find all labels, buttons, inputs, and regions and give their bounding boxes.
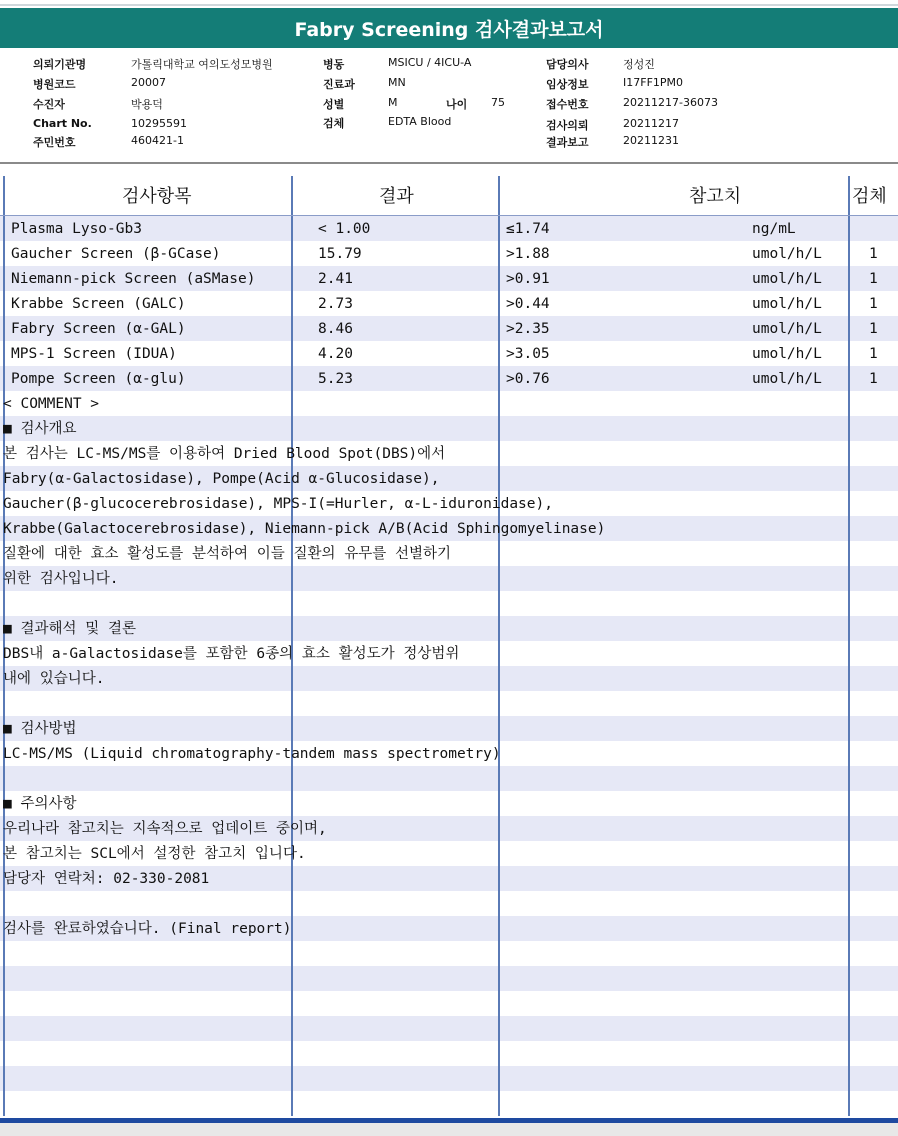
cell-result: 15.79 xyxy=(318,246,362,262)
comment-line: 본 검사는 LC-MS/MS를 이용하여 Dried Blood Spot(DBS)에서 xyxy=(3,446,446,462)
cell-item: Plasma Lyso-Gb3 xyxy=(11,221,142,237)
cell-reference: ≤1.74 xyxy=(506,221,550,237)
cell-unit: umol/h/L xyxy=(752,246,822,262)
label-chart-no: Chart No. xyxy=(33,117,92,130)
comment-line: 위한 검사입니다. xyxy=(3,571,119,587)
comment-line: DBS내 a-Galactosidase를 포함한 6종의 효소 활성도가 정상범위 xyxy=(3,646,460,662)
column-divider xyxy=(848,176,850,1116)
header-specimen: 검체 xyxy=(852,186,887,207)
label-doctor: 담당의사 xyxy=(546,58,589,71)
value-doctor: 정성진 xyxy=(623,58,655,71)
label-ward: 병동 xyxy=(323,58,345,71)
comment-line: 내에 있습니다. xyxy=(3,671,105,687)
bottom-strip xyxy=(0,1123,898,1136)
comment-line: 본 참고치는 SCL에서 설정한 참고치 입니다. xyxy=(3,846,306,862)
cell-item: Gaucher Screen (β-GCase) xyxy=(11,246,221,262)
cell-item: Pompe Screen (α-glu) xyxy=(11,371,186,387)
stripe xyxy=(0,766,898,791)
info-separator xyxy=(0,162,898,164)
label-sex: 성별 xyxy=(323,98,345,111)
stripe xyxy=(0,566,898,591)
cell-reference: >2.35 xyxy=(506,321,550,337)
cell-specimen: 1 xyxy=(869,296,878,312)
section-title-interpretation: ■ 결과해석 및 결론 xyxy=(3,621,136,637)
label-receipt-no: 접수번호 xyxy=(546,98,589,111)
stripe xyxy=(0,416,898,441)
label-resident-no: 주민번호 xyxy=(33,136,76,149)
comment-line: LC-MS/MS (Liquid chromatography-tandem mass spectrometry) xyxy=(3,746,501,762)
section-title-notes: ■ 주의사항 xyxy=(3,796,77,812)
cell-reference: >0.91 xyxy=(506,271,550,287)
label-clinical-info: 임상정보 xyxy=(546,78,589,91)
stripe xyxy=(0,1016,898,1041)
section-title-overview: ■ 검사개요 xyxy=(3,421,77,437)
comment-line: 질환에 대한 효소 활성도를 분석하여 이들 질환의 유무를 선별하기 xyxy=(3,546,452,562)
cell-reference: >0.44 xyxy=(506,296,550,312)
value-department: MN xyxy=(388,76,406,89)
label-age: 나이 xyxy=(446,98,468,111)
comment-line: Krabbe(Galactocerebrosidase), Niemann-pick A/B(Acid Sphingomyelinase) xyxy=(3,521,606,537)
header-reference: 참고치 xyxy=(689,186,742,207)
label-report-date: 결과보고 xyxy=(546,136,589,149)
value-resident-no: 460421-1 xyxy=(131,134,184,147)
cell-reference: >0.76 xyxy=(506,371,550,387)
cell-result: < 1.00 xyxy=(318,221,371,237)
comment-heading: < COMMENT > xyxy=(3,396,100,412)
label-specimen: 검체 xyxy=(323,117,345,130)
final-report-line: 검사를 완료하였습니다. (Final report) xyxy=(3,921,292,937)
value-hospital-code: 20007 xyxy=(131,76,166,89)
value-request-date: 20211217 xyxy=(623,117,679,130)
cell-unit: ng/mL xyxy=(752,221,796,237)
cell-item: Fabry Screen (α-GAL) xyxy=(11,321,186,337)
cell-reference: >1.88 xyxy=(506,246,550,262)
label-department: 진료과 xyxy=(323,78,355,91)
cell-specimen: 1 xyxy=(869,371,878,387)
value-clinical-info: I17FF1PM0 xyxy=(623,76,684,89)
cell-unit: umol/h/L xyxy=(752,296,822,312)
label-request-date: 검사의뢰 xyxy=(546,119,589,132)
value-receipt-no: 20211217-36073 xyxy=(623,96,718,109)
cell-item: MPS-1 Screen (IDUA) xyxy=(11,346,177,362)
value-ward: MSICU / 4ICU-A xyxy=(388,56,472,69)
stripe xyxy=(0,666,898,691)
cell-specimen: 1 xyxy=(869,321,878,337)
comment-line: 우리나라 참고치는 지속적으로 업데이트 중이며, xyxy=(3,821,327,837)
header-result: 결과 xyxy=(379,186,414,207)
section-title-method: ■ 검사방법 xyxy=(3,721,77,737)
cell-result: 8.46 xyxy=(318,321,353,337)
cell-item: Niemann-pick Screen (aSMase) xyxy=(11,271,256,287)
stripe xyxy=(0,966,898,991)
comment-line: Fabry(α-Galactosidase), Pompe(Acid α-Glucosidase), xyxy=(3,471,440,487)
cell-specimen: 1 xyxy=(869,346,878,362)
value-sex: M xyxy=(388,96,398,109)
cell-unit: umol/h/L xyxy=(752,321,822,337)
stripe xyxy=(0,716,898,741)
results-table xyxy=(0,176,898,1118)
header-item: 검사항목 xyxy=(122,186,192,207)
cell-result: 2.41 xyxy=(318,271,353,287)
cell-specimen: 1 xyxy=(869,271,878,287)
stripe xyxy=(0,1066,898,1091)
header-divider xyxy=(0,215,898,216)
comment-line: Gaucher(β-glucocerebrosidase), MPS-I(=Hurler, α-L-iduronidase), xyxy=(3,496,553,512)
value-institution: 가톨릭대학교 여의도성모병원 xyxy=(131,58,273,71)
value-chart-no: 10295591 xyxy=(131,117,187,130)
cell-unit: umol/h/L xyxy=(752,371,822,387)
value-report-date: 20211231 xyxy=(623,134,679,147)
value-patient: 박용덕 xyxy=(131,98,163,111)
label-patient: 수진자 xyxy=(33,98,65,111)
column-divider xyxy=(498,176,500,1116)
cell-specimen: 1 xyxy=(869,246,878,262)
cell-result: 5.23 xyxy=(318,371,353,387)
cell-item: Krabbe Screen (GALC) xyxy=(11,296,186,312)
label-hospital-code: 병원코드 xyxy=(33,78,76,91)
cell-result: 2.73 xyxy=(318,296,353,312)
report-title: Fabry Screening 검사결과보고서 xyxy=(0,8,898,48)
value-specimen: EDTA Blood xyxy=(388,115,452,128)
cell-result: 4.20 xyxy=(318,346,353,362)
value-age: 75 xyxy=(491,96,505,109)
comment-line: 담당자 연락처: 02-330-2081 xyxy=(3,871,210,887)
top-border xyxy=(0,4,898,6)
cell-unit: umol/h/L xyxy=(752,271,822,287)
cell-reference: >3.05 xyxy=(506,346,550,362)
label-institution: 의뢰기관명 xyxy=(33,58,87,71)
cell-unit: umol/h/L xyxy=(752,346,822,362)
